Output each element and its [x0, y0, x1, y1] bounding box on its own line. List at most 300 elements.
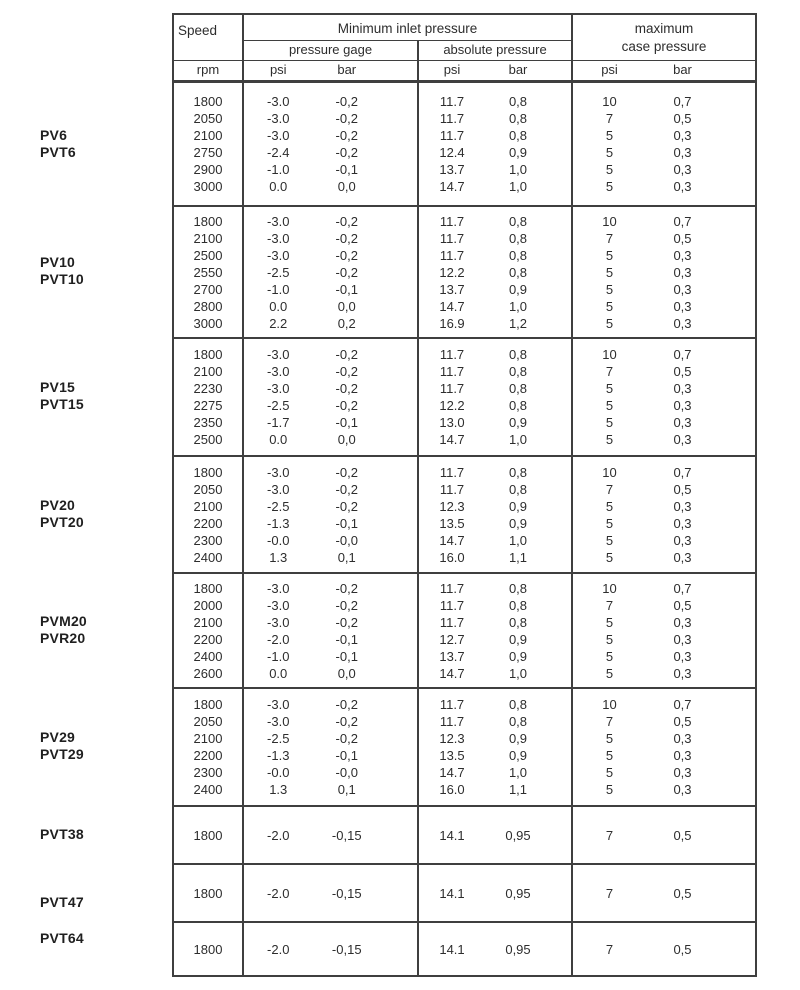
case-bar-value: 0,3: [673, 665, 692, 681]
case-pair: [573, 827, 755, 844]
rpm-value: 2900: [193, 162, 223, 177]
pressure-gage-column: [244, 207, 419, 337]
pressure-gage-column: [244, 807, 419, 863]
rpm-value: 2800: [193, 298, 223, 314]
absolute-pair: [419, 178, 571, 195]
rpm-value: 2050: [193, 481, 223, 497]
inlet-pressure-table: [172, 13, 757, 977]
abs-psi-value: 11.7: [439, 481, 465, 497]
absolute-pair: [419, 549, 571, 566]
abs-psi-value: 12.3: [439, 731, 465, 746]
gage-pair: [244, 631, 417, 648]
absolute-pair: [419, 315, 571, 332]
pressure-gage-column: [244, 457, 419, 572]
case-psi-value: 10: [602, 213, 617, 229]
gage-bar-value: 0,1: [337, 782, 356, 797]
rpm-value: 2275: [193, 398, 223, 413]
abs-psi-value: 12.7: [439, 631, 465, 647]
absolute-units: [419, 61, 573, 80]
gage-bar-value: -0,1: [335, 415, 358, 430]
absolute-pressure-column: [419, 923, 573, 975]
case-bar-value: 0,5: [673, 597, 692, 613]
gage-bar-value: -0,1: [335, 748, 358, 763]
gage-bar-value: -0,1: [335, 162, 358, 177]
absolute-pair: [419, 380, 571, 397]
rpm-value: 1800: [193, 464, 223, 480]
absolute-pressure-column: [419, 865, 573, 921]
gage-psi-value: -3.0: [267, 597, 290, 613]
abs-bar-value: 1,2: [508, 315, 528, 331]
gage-bar-value: -0,2: [335, 94, 358, 109]
absolute-pressure-column: [419, 807, 573, 863]
case-psi-value: 5: [605, 315, 614, 331]
case-bar-value: 0,3: [673, 128, 692, 143]
case-bar-value: 0,5: [673, 827, 692, 843]
gage-bar-value: 0,0: [337, 179, 356, 194]
gage-psi-value: -2.0: [267, 827, 290, 843]
gage-bar-value: -0,0: [335, 765, 358, 780]
abs-psi-value: 13.0: [439, 415, 465, 430]
absolute-pair: [419, 298, 571, 315]
spec-group: [174, 921, 755, 975]
case-psi-value: 5: [605, 264, 614, 280]
speed-column: [174, 689, 244, 805]
model-label-slot: [40, 205, 170, 337]
gage-pair: [244, 315, 417, 332]
case-pressure-column: [573, 83, 755, 205]
model-label-slot: [40, 337, 170, 455]
gage-pair: [244, 549, 417, 566]
gage-bar-value: 0,0: [337, 298, 356, 314]
absolute-pressure-column: [419, 689, 573, 805]
case-pressure-column: [573, 865, 755, 921]
gage-psi-value: -0.0: [267, 765, 290, 780]
case-bar-value: 0,3: [673, 731, 692, 746]
abs-bar-value: 0,8: [508, 714, 528, 729]
case-pair: [573, 127, 755, 144]
pressure-gage-column: [244, 689, 419, 805]
rpm-value: 1800: [193, 885, 223, 901]
rpm-value: 1800: [193, 347, 223, 362]
absolute-pair: [419, 213, 571, 230]
gage-psi-value: 0.0: [269, 665, 288, 681]
rpm-value: 3000: [193, 179, 223, 194]
rpm-value: 1800: [193, 697, 223, 712]
rpm-value: 2000: [193, 597, 223, 613]
gage-bar-value: -0,2: [335, 111, 358, 126]
case-psi-value: 5: [605, 398, 614, 413]
gage-bar-value: -0,15: [331, 885, 362, 901]
absolute-pair: [419, 941, 571, 958]
gage-bar-value: 0,1: [337, 549, 356, 565]
model-label: PV29: [40, 729, 76, 745]
abs-psi-value: 13.7: [439, 648, 465, 664]
gage-psi-value: -2.5: [267, 731, 290, 746]
case-bar-value: 0,3: [673, 782, 692, 797]
rpm-value: 2100: [193, 498, 223, 514]
absolute-pair: [419, 281, 571, 298]
gage-bar-value: -0,1: [335, 631, 358, 647]
absolute-pair: [419, 414, 571, 431]
case-pressure-column: [573, 807, 755, 863]
case-psi-value: 7: [605, 941, 614, 957]
absolute-pair: [419, 93, 571, 110]
gage-psi-value: -1.0: [267, 648, 290, 664]
gage-psi-value: 0.0: [269, 179, 288, 194]
abs-bar-value: 0,8: [508, 580, 528, 596]
absolute-pressure-column: [419, 207, 573, 337]
gage-psi-value: -3.0: [267, 213, 290, 229]
absolute-pair: [419, 346, 571, 363]
case-pair: [573, 713, 755, 730]
abs-psi-value: 11.7: [439, 213, 465, 229]
case-pressure-column: [573, 339, 755, 455]
case-pair: [573, 213, 755, 230]
case-psi-value: 10: [602, 580, 617, 596]
case-psi-value: 7: [605, 111, 614, 126]
abs-psi-value: 14.7: [439, 665, 465, 681]
case-pair: [573, 247, 755, 264]
model-label: PV10: [40, 254, 76, 270]
rpm-value: 2700: [193, 281, 223, 297]
abs-psi-value: 11.7: [439, 464, 465, 480]
gage-pair: [244, 93, 417, 110]
case-bar-value: 0,3: [673, 298, 692, 314]
rpm-value: 2400: [193, 782, 223, 797]
case-psi-value: 5: [605, 748, 614, 763]
spec-group: [174, 863, 755, 921]
case-psi-value: 7: [605, 885, 614, 901]
gage-psi-value: -0.0: [267, 532, 290, 548]
abs-bar-value: 0,8: [508, 247, 528, 263]
model-label: PV20: [40, 496, 76, 513]
case-pair: [573, 580, 755, 597]
gage-bar-value: -0,2: [335, 364, 358, 379]
case-bar-value: 0,3: [673, 264, 692, 280]
abs-bar-value: 0,8: [508, 230, 528, 246]
gage-pair: [244, 580, 417, 597]
pressure-gage-column: [244, 339, 419, 455]
gage-pair: [244, 127, 417, 144]
speed-column: [174, 574, 244, 687]
case-pressure-column: [573, 574, 755, 687]
case-psi-value: 5: [605, 631, 614, 647]
gage-bar-value: 0,0: [337, 432, 356, 447]
abs-bar-value: 0,9: [508, 145, 528, 160]
spec-group: [174, 337, 755, 455]
case-bar-value: 0,3: [673, 532, 692, 548]
case-bar-value: 0,7: [673, 94, 692, 109]
abs-psi-value: 14.7: [439, 765, 465, 780]
abs-bar-value: 0,8: [508, 481, 528, 497]
rpm-value: 1800: [193, 827, 223, 843]
case-pair: [573, 532, 755, 549]
absolute-pair: [419, 532, 571, 549]
gage-pair: [244, 161, 417, 178]
rpm-value: 2300: [193, 532, 223, 548]
gage-psi-value: -3.0: [267, 347, 290, 362]
absolute-pair: [419, 713, 571, 730]
spec-group: [174, 805, 755, 863]
max-case-header-cell: [573, 15, 755, 60]
case-pair: [573, 481, 755, 498]
case-bar-value: 0,3: [673, 145, 692, 160]
gage-pair: [244, 431, 417, 448]
gage-psi-value: -3.0: [267, 697, 290, 712]
gage-pair: [244, 414, 417, 431]
abs-bar-value: 0,8: [508, 213, 528, 229]
gage-pair: [244, 885, 417, 902]
gage-psi-value: -1.3: [267, 748, 290, 763]
gage-psi-value: -3.0: [267, 128, 290, 143]
absolute-pair: [419, 885, 571, 902]
model-label: PVT47: [40, 893, 84, 910]
case-pair: [573, 498, 755, 515]
gage-bar-value: -0,1: [335, 281, 358, 297]
absolute-pressure-column: [419, 457, 573, 572]
abs-bar-value: 0,9: [508, 731, 528, 746]
case-psi-value: 7: [605, 714, 614, 729]
gage-psi-value: 0.0: [269, 298, 288, 314]
gage-psi-value: -2.4: [267, 145, 290, 160]
gage-bar-value: -0,0: [335, 532, 358, 548]
abs-psi-value: 13.5: [439, 515, 465, 531]
model-label-slot: [40, 455, 170, 572]
case-units: [573, 61, 755, 80]
case-psi-value: 10: [602, 347, 617, 362]
spec-group: [174, 572, 755, 687]
gage-psi-value: 2.2: [269, 315, 288, 331]
gage-psi-value: 1.3: [269, 782, 288, 797]
case-psi-value: 5: [605, 432, 614, 447]
case-bar-value: 0,3: [673, 162, 692, 177]
case-psi-value: 5: [605, 162, 614, 177]
min-inlet-subheaders: [244, 41, 571, 60]
rpm-value: 1800: [193, 580, 223, 596]
case-psi-value: 5: [605, 415, 614, 430]
case-psi-value: 5: [605, 281, 614, 297]
spec-group: [174, 455, 755, 572]
abs-psi-value: 12.4: [439, 145, 465, 160]
gage-bar-value: -0,2: [335, 128, 358, 143]
absolute-pair: [419, 648, 571, 665]
case-pair: [573, 781, 755, 798]
case-bar-value: 0,3: [673, 179, 692, 194]
model-label: PVT15: [40, 396, 84, 412]
rpm-value: 2300: [193, 765, 223, 780]
gage-bar-unit: bar: [337, 62, 357, 77]
gage-psi-value: -1.3: [267, 515, 290, 531]
gage-pair: [244, 281, 417, 298]
case-pair: [573, 648, 755, 665]
abs-bar-value: 0,8: [508, 111, 528, 126]
gage-bar-value: -0,2: [335, 481, 358, 497]
case-psi-value: 5: [605, 145, 614, 160]
gage-bar-value: -0,2: [335, 347, 358, 362]
case-bar-value: 0,7: [673, 697, 692, 712]
case-pair: [573, 631, 755, 648]
model-label: PVT10: [40, 271, 84, 287]
abs-psi-value: 16.9: [439, 315, 465, 331]
rpm-value: 2100: [193, 731, 223, 746]
case-bar-value: 0,5: [673, 364, 692, 379]
absolute-pair: [419, 397, 571, 414]
gage-psi-value: -1.7: [267, 415, 290, 430]
gage-units: [244, 61, 419, 80]
absolute-pair: [419, 363, 571, 380]
abs-psi-value: 11.7: [439, 247, 465, 263]
abs-psi-value: 13.7: [439, 162, 465, 177]
absolute-pressure-column: [419, 574, 573, 687]
case-psi-unit: psi: [601, 62, 618, 77]
case-bar-value: 0,3: [673, 515, 692, 531]
case-bar-value: 0,3: [673, 315, 692, 331]
abs-bar-value: 0,8: [508, 94, 528, 109]
absolute-pair: [419, 515, 571, 532]
gage-bar-value: -0,2: [335, 230, 358, 246]
speed-column: [174, 923, 244, 975]
units-row: [174, 60, 755, 83]
rpm-value: 2230: [193, 381, 223, 396]
gage-bar-value: -0,2: [335, 614, 358, 630]
pressure-gage-column: [244, 865, 419, 921]
case-bar-value: 0,3: [673, 614, 692, 630]
gage-psi-value: -3.0: [267, 230, 290, 246]
gage-bar-value: -0,2: [335, 498, 358, 514]
gage-psi-value: -3.0: [267, 714, 290, 729]
case-pair: [573, 764, 755, 781]
case-pair: [573, 380, 755, 397]
gage-psi-value: -3.0: [267, 94, 290, 109]
gage-pair: [244, 346, 417, 363]
abs-bar-value: 0,95: [505, 827, 531, 843]
abs-psi-value: 13.7: [439, 281, 465, 297]
case-bar-value: 0,3: [673, 648, 692, 664]
model-labels-column: [40, 83, 170, 975]
abs-psi-value: 16.0: [439, 549, 465, 565]
table-body: [174, 83, 755, 975]
gage-bar-value: -0,1: [335, 515, 358, 531]
abs-psi-value: 11.7: [439, 111, 465, 126]
gage-pair: [244, 110, 417, 127]
rpm-value: 2200: [193, 631, 223, 647]
case-psi-value: 5: [605, 498, 614, 514]
abs-psi-value: 11.7: [439, 597, 465, 613]
case-pair: [573, 665, 755, 682]
model-label-slot: [40, 687, 170, 805]
gage-bar-value: -0,2: [335, 464, 358, 480]
gage-psi-value: -3.0: [267, 111, 290, 126]
rpm-value: 2350: [193, 415, 223, 430]
case-pair: [573, 346, 755, 363]
case-bar-value: 0,7: [673, 347, 692, 362]
gage-pair: [244, 481, 417, 498]
case-pair: [573, 93, 755, 110]
case-pair: [573, 264, 755, 281]
rpm-value: 2500: [193, 247, 223, 263]
abs-bar-value: 0,9: [508, 415, 528, 430]
abs-psi-value: 14.7: [439, 432, 465, 447]
abs-bar-value: 0,8: [508, 364, 528, 379]
case-pair: [573, 281, 755, 298]
abs-bar-value: 1,0: [508, 179, 528, 194]
rpm-value: 2050: [193, 714, 223, 729]
abs-psi-value: 14.1: [439, 885, 465, 901]
case-pair: [573, 110, 755, 127]
abs-psi-value: 11.7: [439, 614, 465, 630]
absolute-pair: [419, 631, 571, 648]
rpm-value: 2550: [193, 264, 223, 280]
abs-psi-unit: psi: [443, 62, 461, 77]
case-bar-unit: bar: [673, 62, 692, 77]
gage-pair: [244, 498, 417, 515]
case-bar-value: 0,3: [673, 381, 692, 396]
model-label: PVT64: [40, 929, 84, 946]
gage-pair: [244, 713, 417, 730]
absolute-pair: [419, 264, 571, 281]
gage-pair: [244, 247, 417, 264]
rpm-value: 1800: [193, 941, 223, 957]
abs-bar-value: 1,1: [508, 549, 528, 565]
rpm-unit: rpm: [174, 61, 244, 80]
gage-bar-value: -0,2: [335, 731, 358, 746]
case-pair: [573, 597, 755, 614]
case-pressure-column: [573, 689, 755, 805]
gage-bar-value: -0,15: [331, 827, 362, 843]
absolute-pair: [419, 597, 571, 614]
case-bar-value: 0,3: [673, 247, 692, 263]
spec-group: [174, 205, 755, 337]
gage-pair: [244, 178, 417, 195]
speed-column: [174, 807, 244, 863]
rpm-value: 2400: [193, 549, 223, 565]
abs-bar-value: 0,9: [508, 748, 528, 763]
abs-psi-value: 14.1: [439, 941, 465, 957]
case-pair: [573, 397, 755, 414]
case-psi-value: 5: [605, 532, 614, 548]
gage-psi-value: -2.5: [267, 398, 290, 413]
case-bar-value: 0,5: [673, 714, 692, 729]
case-psi-value: 5: [605, 765, 614, 780]
abs-psi-value: 12.3: [439, 498, 465, 514]
gage-pair: [244, 532, 417, 549]
rpm-value: 3000: [193, 315, 223, 331]
gage-psi-value: -3.0: [267, 580, 290, 596]
gage-pair: [244, 730, 417, 747]
case-bar-value: 0,5: [673, 941, 692, 957]
gage-psi-value: -2.0: [267, 941, 290, 957]
abs-bar-unit: bar: [508, 62, 528, 77]
rpm-value: 2500: [193, 432, 223, 447]
rpm-value: 2100: [193, 364, 223, 379]
absolute-pair: [419, 580, 571, 597]
case-pair: [573, 431, 755, 448]
abs-psi-value: 11.7: [439, 94, 465, 109]
case-pair: [573, 298, 755, 315]
abs-bar-value: 1,1: [508, 782, 528, 797]
abs-psi-value: 13.5: [439, 748, 465, 763]
gage-psi-value: -1.0: [267, 281, 290, 297]
table-header: [174, 15, 755, 60]
abs-psi-value: 11.7: [439, 714, 465, 729]
absolute-pair: [419, 665, 571, 682]
speed-column: [174, 207, 244, 337]
gage-psi-value: 0.0: [269, 432, 288, 447]
abs-psi-value: 11.7: [439, 697, 465, 712]
gage-bar-value: 0,2: [337, 315, 356, 331]
absolute-pair: [419, 110, 571, 127]
speed-header-cell: Speed: [174, 15, 244, 60]
